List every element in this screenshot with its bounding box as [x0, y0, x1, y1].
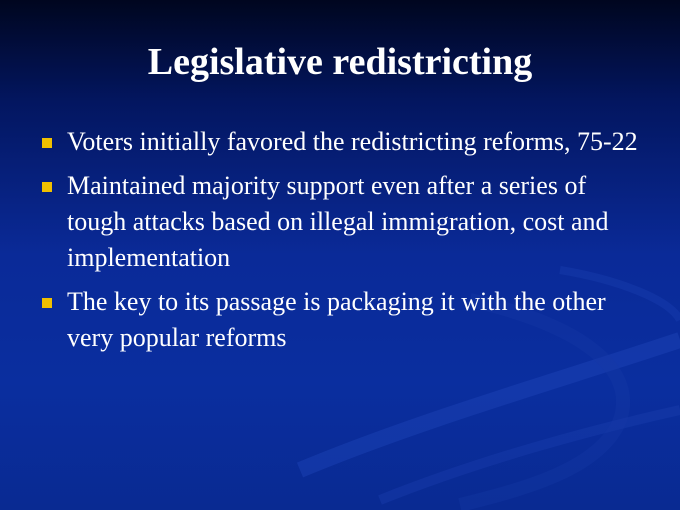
bullet-text: Voters initially favored the redistricting reforms, 75-22	[67, 127, 638, 156]
bullet-text: Maintained majority support even after a series of tough attacks based on illegal immigration, cost and implementation	[67, 171, 609, 272]
slide-title: Legislative redistricting	[147, 41, 533, 83]
square-bullet-icon	[42, 182, 52, 192]
bullet-list	[40, 124, 650, 364]
square-bullet-icon	[42, 138, 52, 148]
bullet-item	[40, 284, 650, 356]
bullet-item	[40, 168, 650, 276]
bullet-text: The key to its passage is packaging it with the other very popular reforms	[67, 287, 606, 352]
square-bullet-icon	[42, 298, 52, 308]
bullet-item	[40, 124, 650, 160]
